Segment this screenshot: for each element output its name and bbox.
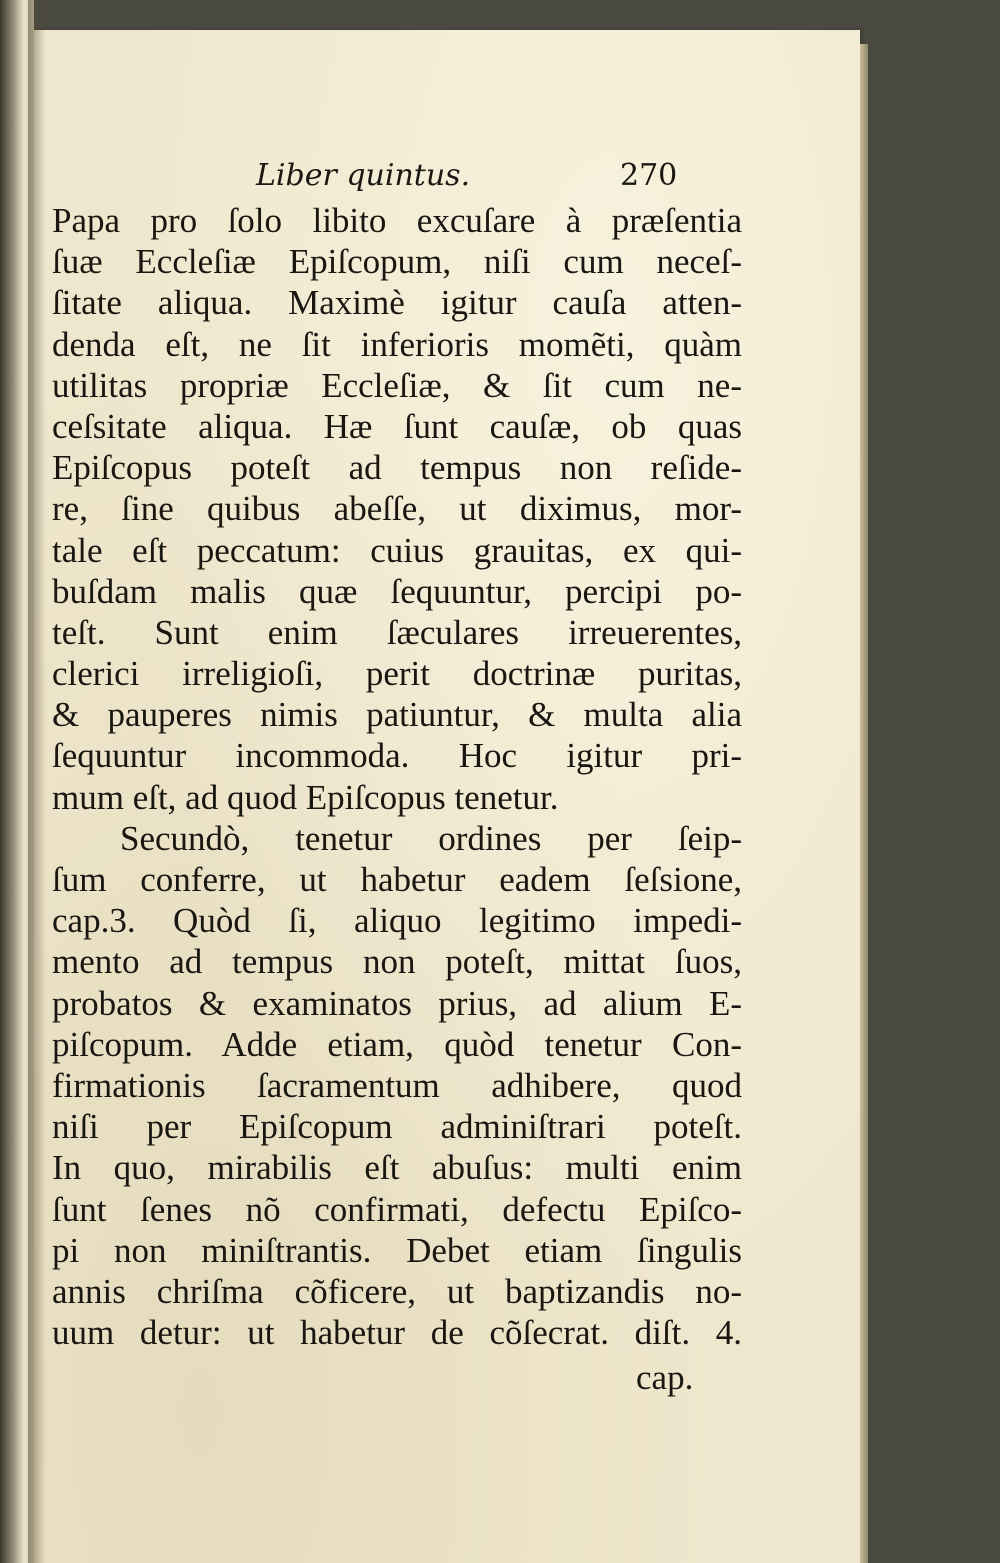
text-line: probatos & examinatos prius, ad alium E-	[52, 983, 742, 1023]
text-line: ſitate aliqua. Maximè igitur cauſa atten-	[52, 283, 742, 323]
text-line: & pauperes nimis patiuntur, & multa alia	[52, 695, 742, 735]
text-line: ſum conferre, ut habetur eadem ſeſsione,	[52, 860, 742, 899]
page-number: 270	[620, 158, 678, 193]
text-line: Secundò, tenetur ordines per ſeip-	[120, 818, 742, 858]
text-line: niſi per Epiſcopum adminiſtrari poteſt.	[52, 1107, 742, 1147]
text-line: uum detur: ut habetur de cõſecrat. diſt. 4.	[52, 1313, 742, 1353]
text-line: In quo, mirabilis eſt abuſus: multi enim	[52, 1148, 742, 1188]
text-line: mum eſt, ad quod Epiſcopus tenetur.	[52, 777, 559, 817]
running-head-title: Liber quintus.	[256, 158, 471, 193]
text-line: Papa pro ſolo libito excuſare à præſentia	[52, 201, 742, 240]
text-line: clerici irreligioſi, perit doctrinæ puritas,	[52, 654, 742, 694]
text-line: teſt. Sunt enim ſæculares irreuerentes,	[52, 612, 742, 652]
running-head	[34, 148, 860, 198]
text-line: mento ad tempus non poteſt, mittat ſuos,	[52, 942, 742, 982]
book-page	[34, 30, 860, 1563]
spine-shadow	[28, 0, 46, 1563]
text-line: denda eſt, ne ſit inferioris momẽti, quàm	[52, 324, 742, 364]
text-line: ſuæ Eccleſiæ Epiſcopum, niſi cum neceſ-	[52, 242, 742, 282]
text-line: utilitas propriæ Eccleſiæ, & ſit cum ne-	[52, 365, 742, 405]
text-line: piſcopum. Adde etiam, quòd tenetur Con-	[52, 1024, 742, 1064]
text-line: ſunt ſenes nõ confirmati, defectu Epiſco-	[52, 1189, 742, 1229]
text-line: ſequuntur incommoda. Hoc igitur pri-	[52, 736, 742, 776]
catchword: cap.	[636, 1358, 694, 1397]
body-text	[52, 200, 742, 1353]
text-line: ceſsitate aliqua. Hæ ſunt cauſæ, ob quas	[52, 406, 742, 446]
text-line: cap.3. Quòd ſi, aliquo legitimo impedi-	[52, 901, 742, 941]
text-line: annis chriſma cõficere, ut baptizandis no-	[52, 1271, 742, 1311]
text-line: tale eſt peccatum: cuius grauitas, ex qui-	[52, 530, 742, 570]
text-line: Epiſcopus poteſt ad tempus non reſide-	[52, 448, 742, 488]
page-fore-edge	[860, 44, 868, 1563]
text-line: buſdam malis quæ ſequuntur, percipi po-	[52, 571, 742, 611]
text-line: pi non miniſtrantis. Debet etiam ſingulis	[52, 1230, 742, 1270]
text-line: firmationis ſacramentum adhibere, quod	[52, 1065, 742, 1105]
text-line: re, ſine quibus abeſſe, ut diximus, mor-	[52, 489, 742, 529]
